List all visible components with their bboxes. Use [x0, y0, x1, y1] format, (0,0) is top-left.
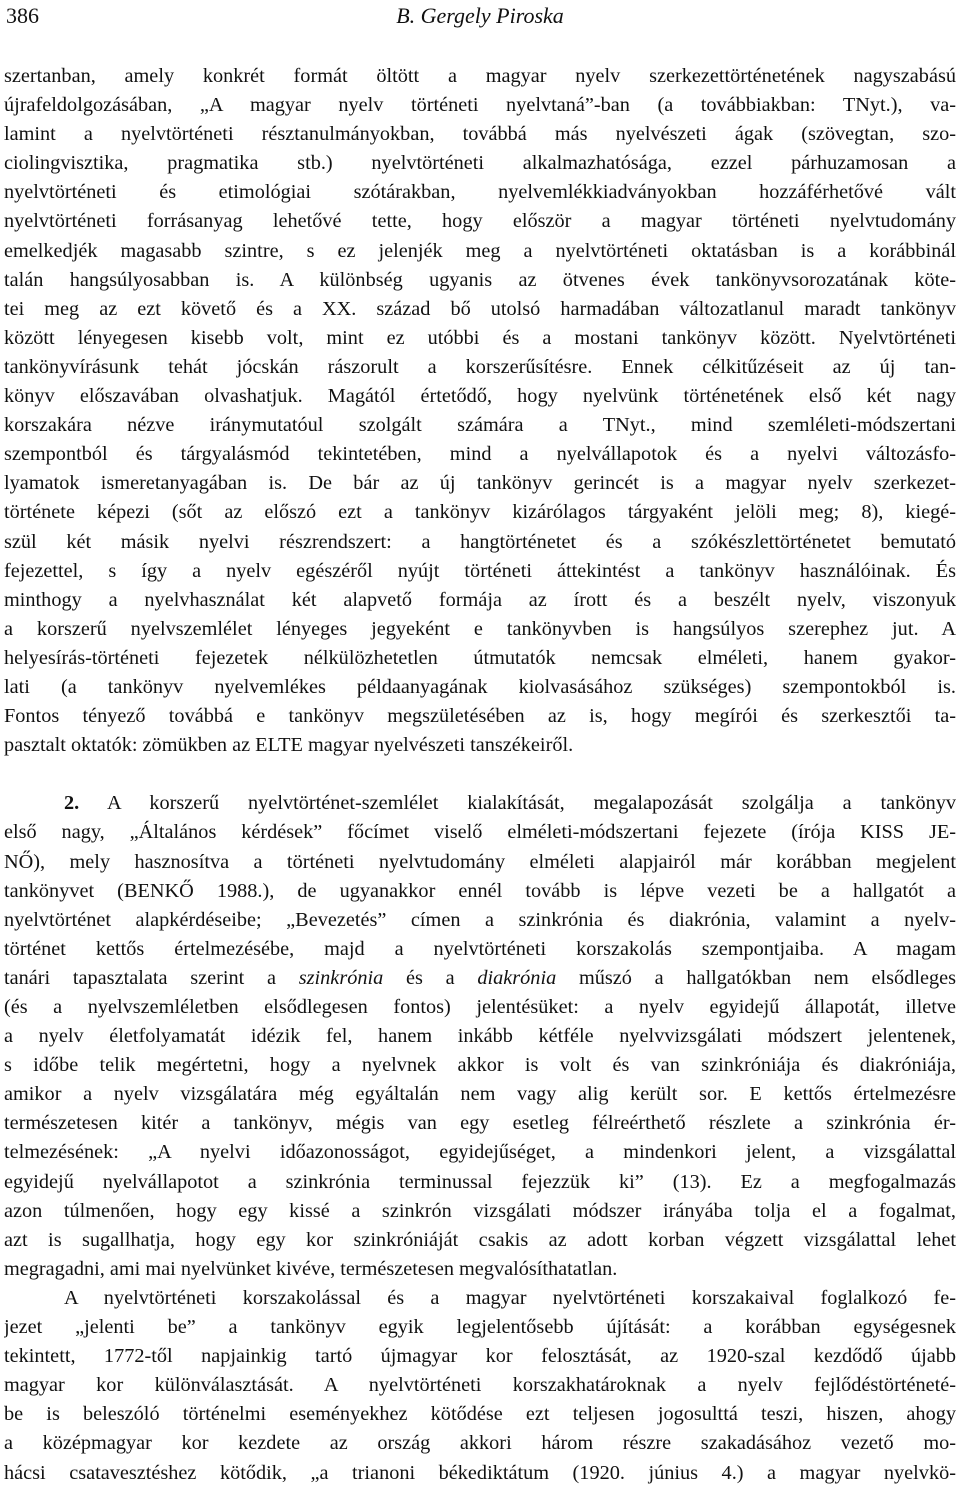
text-line: azon túlmenően, hogy egy kissé a szinkrón vizsgálati módszer irányába tolja el a fogalmat, [4, 1199, 956, 1222]
text-line: természetesen kitér a tankönyv, mégis van egy esetleg félreérthető részlete a szinkrónia ér- [4, 1112, 956, 1135]
text-line: nyelvtörténeti és etimológiai szótárakban, nyelvemlékkiadványokban hozzáférhetővé vált [4, 181, 956, 204]
running-title: B. Gergely Piroska [396, 3, 564, 28]
text-line: történet kettős értelmezésébe, majd a nyelvtörténeti korszakolás szempontjaiba. A magam [4, 937, 956, 960]
text-line [4, 848, 956, 877]
text-line: tei meg az ezt követő és a XX. század bő utolsó harmadában változatlanul maradt tankönyv [4, 297, 956, 320]
italic-term: diakrónia [477, 966, 557, 989]
body-text [4, 62, 956, 1488]
paragraph-2 [4, 789, 956, 1284]
text-line [4, 818, 956, 847]
text-line: lati (a tankönyv nyelvemlékes példaanyagának kiolvasásához szükséges) szempontokból is. [4, 675, 956, 698]
text-line: nyelvtörténeti forrásanyag lehetővé tette, hogy először a magyar történeti nyelvtudomány [4, 210, 956, 233]
author-name: NŐ [4, 850, 34, 873]
text-span: első nagy, „Általános kérdések” főcímet viselő elméleti-módszertani fejezete (írója [4, 821, 861, 844]
text-line: magyar kor különválasztását. A nyelvtörténeti korszakhatároknak a nyelv fejlődéstörténeté- [4, 1374, 956, 1397]
text-line: szempontból és tárgyalásmód tekintetében, mind a nyelvállapotok és a nyelvi változásfo- [4, 443, 956, 466]
text-line: pasztalt oktatók: zömükben az ELTE magyar nyelvészeti tanszékeiről. [4, 734, 574, 757]
text-line: helyesírás-történeti fejezetek nélkülözhetetlen útmutatók nemcsak elméleti, hanem gyakor- [4, 646, 956, 669]
text-span: tanári tapasztalata szerint a [4, 966, 299, 989]
text-span: tankönyvet ( [4, 879, 124, 902]
text-line: azt is sugallhatja, hogy egy kor szinkróniáját csakis az adott korban végzett vizsgálattal lehet [4, 1228, 956, 1251]
text-line: hácsi csatavesztéshez kötődik, „a trianoni békediktátum (1920. június 4.) a magyar nyelvkö- [4, 1461, 956, 1484]
text-line: s időbe telik megértetni, hogy a nyelvnek akkor is volt és van szinkróniája és diakróniája, [4, 1054, 956, 1077]
text-line: egyidejű nyelvállapotot a szinkrónia terminussal fejezzük ki” (13). Ez a megfogalmazás [4, 1170, 956, 1193]
text-span: 1988.), de ugyanakkor ennél tovább is lépve vezeti be a hallgatót a [193, 879, 956, 902]
text-line: megragadni, ami mai nyelvünket kivéve, természetesen megvalósíthatatlan. [4, 1257, 618, 1280]
text-line: története képezi (sőt az előszó ezt a tankönyv kizárólagos tárgyaként jelöli meg; 8), kiegé- [4, 501, 956, 524]
text-line: újrafeldolgozásában, „A magyar nyelv történeti nyelvtaná”-ban (a továbbiakban: TNyt.), va- [4, 94, 956, 117]
text-line: szül két másik nyelvi részrendszert: a hangtörténetet és a szókészlettörténetet bemutató [4, 530, 956, 553]
text-line: telmezésének: „A nyelvi időazonosságot, egyidejűséget, a mindenkori jelent, a vizsgálattal [4, 1141, 956, 1164]
text-line: fejezettel, s így a nyelv egészéről nyújt történeti áttekintést a tankönyv használóinak. És [4, 559, 956, 582]
text-line: között lényegesen kisebb volt, mint ez utóbbi és a mostani tankönyv között. Nyelvtörténeti [4, 326, 956, 349]
text-line: tankönyvírásunk tehát jócskán rászorult a korszerűsítésre. Ennek célkitűzéseit az új tan- [4, 355, 956, 378]
text-line: jezet „jelenti be” a tankönyv egyik legjelentősebb újítását: a korábban egységesnek [4, 1316, 956, 1339]
text-line: lamint a nyelvtörténeti résztanulmányokban, továbbá más nyelvészeti ágak (szövegtan, szo- [4, 123, 956, 146]
text-line [4, 877, 956, 906]
text-line: szertanban, amely konkrét formát öltött a magyar nyelv szerkezettörténetének nagyszabású [4, 65, 956, 87]
text-line: talán hangsúlyosabban is. A különbség ugyanis az ötvenes évek tankönyvsorozatának köte- [4, 268, 956, 291]
section-number: 2. [64, 792, 80, 815]
text-line [4, 789, 956, 818]
section-gap [4, 760, 956, 789]
paragraph-1 [4, 62, 956, 760]
text-line [4, 964, 956, 993]
italic-term: szinkrónia [298, 966, 384, 989]
text-line: (és a nyelvszemléletben elsődlegesen fontos) jelentésüket: a nyelv egyidejű állapotát, illetve [4, 996, 956, 1018]
text-span: ), mely hasznosítva a történeti nyelvtudomány elméleti alapjairól már korábban megjelent [33, 850, 956, 873]
text-span: A korszerű nyelvtörténet-szemlélet kialakítását, megalapozását szolgálja a tankönyv [106, 792, 956, 815]
page-header [0, 0, 960, 34]
text-line: amikor a nyelv vizsgálatára még egyáltalán nem vagy alig került sor. E kettős értelmezésre [4, 1083, 956, 1106]
text-span: műszó a hallgatókban nem elsődleges [556, 966, 956, 989]
text-line: Fontos tényező továbbá e tankönyv megszületésében az is, hogy megírói és szerkesztői ta- [4, 705, 956, 728]
text-line: nyelvtörténet alapkérdéseibe; „Bevezetés” címen a szinkrónia és diakrónia, valamint a nyelv- [4, 908, 956, 931]
text-line: be is beleszóló történelmi eseményekhez kötődése ezt teljesen jogosulttá teszi, hiszen, ahogy [4, 1403, 956, 1426]
text-line: lyamatok ismeretanyagában is. De bár az új tankönyv gerincét is a magyar nyelv szerkezet- [4, 472, 956, 495]
paragraph-3 [4, 1284, 956, 1488]
author-name: KISS JE- [860, 821, 956, 844]
text-line: a nyelv életfolyamatát idézik fel, hanem inkább kétféle nyelvvizsgálati módszert jelentenek, [4, 1025, 956, 1048]
text-line: a korszerű nyelvszemlélet lényeges jegyeként e tankönyvben is hangsúlyos szerephez jut. A [4, 617, 956, 640]
text-line: a középmagyar kor kezdete az ország akkori három részre szakadásához vezető mo- [4, 1432, 956, 1455]
page-number: 386 [6, 3, 39, 28]
text-line: minthogy a nyelvhasználat két alapvető formája az írott és a beszélt nyelv, viszonyuk [4, 588, 956, 611]
author-name: BENKŐ [123, 879, 194, 902]
text-line: A nyelvtörténeti korszakolással és a magyar nyelvtörténeti korszakaival foglalkozó fe- [64, 1286, 956, 1309]
text-line: ciolingvisztika, pragmatika stb.) nyelvtörténeti alkalmazhatósága, ezzel párhuzamosan a [4, 152, 956, 175]
text-span: és a [383, 966, 478, 989]
text-line: korszakára nézve iránymutatóul szolgált számára a TNyt., mind szemléleti-módszertani [4, 414, 956, 437]
text-line: emelkedjék magasabb szintre, s ez jelenjék meg a nyelvtörténeti oktatásban is a korábbinál [4, 239, 956, 262]
text-line: könyv előszavában olvashatjuk. Magától értetődő, hogy nyelvünk történetének első két nagy [4, 385, 956, 408]
text-line: tekintett, 1772-től napjainkig tartó újmagyar kor felosztását, az 1920-szal kezdődő újabb [4, 1345, 956, 1368]
